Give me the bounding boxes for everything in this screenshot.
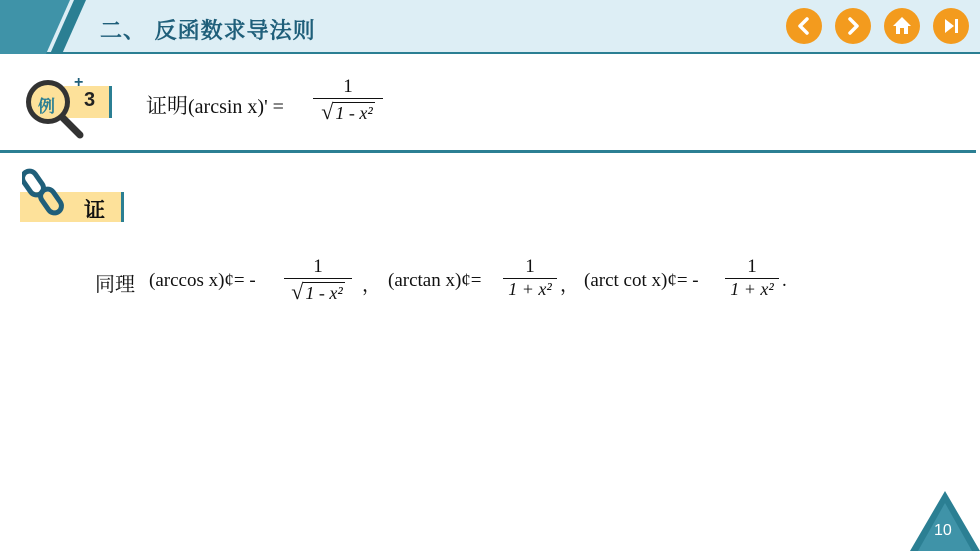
similarly-f3-denominator: 1 + x² <box>730 279 774 299</box>
page-title: 二、 反函数求导法则 <box>100 19 316 44</box>
page-number-badge <box>910 491 980 551</box>
proof-label: 证 <box>84 198 105 222</box>
header-accent-shape <box>0 0 86 54</box>
end-icon <box>940 15 962 37</box>
similarly-f3-lhs: (arct cot x)¢= - <box>584 270 699 291</box>
separator-2: ， <box>560 275 580 296</box>
svg-text:+: + <box>74 74 84 91</box>
similarly-f2-fraction <box>503 256 557 300</box>
example-badge-label: 例 <box>38 97 55 117</box>
similarly-f1-numerator: 1 <box>313 256 323 277</box>
previous-button[interactable] <box>786 8 822 44</box>
next-icon <box>842 15 864 37</box>
home-button[interactable] <box>884 8 920 44</box>
example-number: 3 <box>84 89 96 111</box>
home-icon <box>891 15 913 37</box>
end-period: . <box>782 270 787 291</box>
header-bar <box>0 0 980 54</box>
similarly-f3-numerator: 1 <box>747 256 757 277</box>
similarly-label: 同理 <box>95 272 135 296</box>
section-divider <box>0 150 976 153</box>
example-denominator: 1 - x² <box>335 103 373 123</box>
similarly-f2-denominator: 1 + x² <box>508 279 552 299</box>
example-fraction: 1 √ 1 - x² <box>313 76 383 125</box>
example-numerator: 1 <box>343 76 353 97</box>
chain-link-icon <box>22 168 74 220</box>
example-statement <box>146 90 284 120</box>
example-lhs: (arcsin x)' = <box>188 96 284 118</box>
next-button[interactable] <box>835 8 871 44</box>
similarly-f2-numerator: 1 <box>525 256 535 277</box>
similarly-f3-fraction <box>725 256 779 300</box>
similarly-f1-denominator: 1 - x² <box>305 283 343 303</box>
separator-1: ， <box>362 275 382 296</box>
example-prefix: 证明 <box>146 94 188 118</box>
previous-icon <box>793 15 815 37</box>
similarly-f1-fraction: 1 √ 1 - x² <box>284 256 352 305</box>
page-number: 10 <box>934 522 952 539</box>
magnifier-icon <box>20 72 92 140</box>
similarly-f2-lhs: (arctan x)¢= <box>388 270 482 291</box>
similarly-f1-lhs: (arccos x)¢= - <box>149 270 256 291</box>
end-button[interactable] <box>933 8 969 44</box>
